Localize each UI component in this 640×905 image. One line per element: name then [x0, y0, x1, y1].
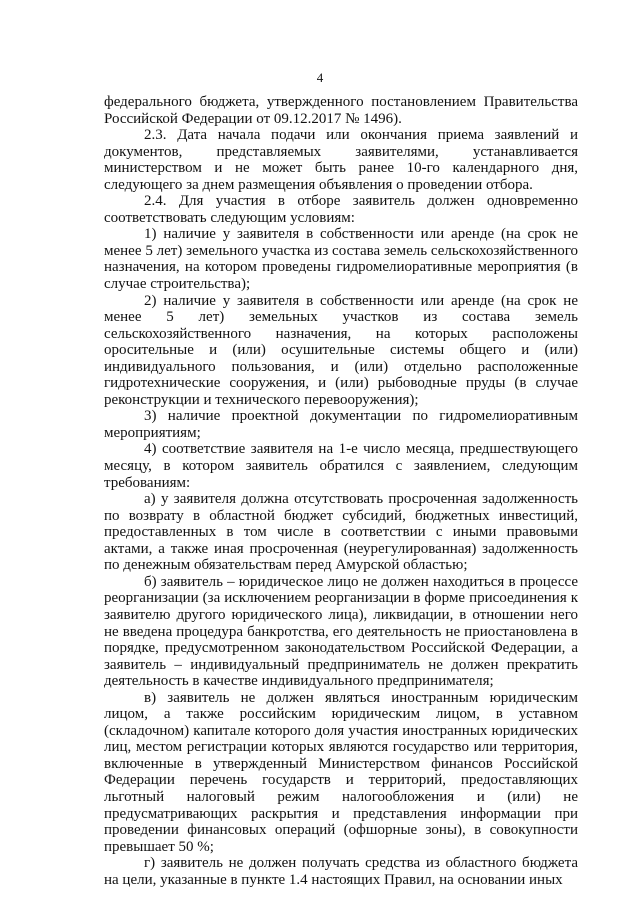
condition-1: 1) наличие у заявителя в собственности или аренде (на срок не менее 5 лет) земельного участка из состава земель сельскохозяйственного назначения, на котором проведены гидромелиоративные мероприятия (в случае строительства);	[104, 226, 578, 293]
condition-2: 2) наличие у заявителя в собственности или аренде (на срок не менее 5 лет) земельных участков из состава земель сельскохозяйственного назначения, на которых расположены оросительные и (или) осушительные системы общего и (или) индивидуального пользования, и (или) отдельно расположенные гидротехнические сооружения, и (или) рыбоводные пруды (в случае реконструкции и технического перевооружения);	[104, 292, 578, 408]
requirement-a: а) у заявителя должна отсутствовать просроченная задолженность по возврату в областной бюджет субсидий, бюджетных инвестиций, предоставленных в том числе в соответствии с иными правовыми актами, а также иная просроченная (неурегулированная) задолженность по денежным обязательствам перед Амурской областью;	[104, 491, 578, 574]
requirement-g: г) заявитель не должен получать средства из областного бюджета на цели, указанные в пункте 1.4 настоящих Правил, на основании иных	[104, 855, 578, 888]
paragraph-2-4: 2.4. Для участия в отборе заявитель должен одновременно соответствовать следующим условиям:	[104, 193, 578, 226]
requirement-v: в) заявитель не должен являться иностранным юридическим лицом, а также российским юридическим лицом, в уставном (складочном) капитале которого доля участия иностранных юридических лиц, местом регистрации которых являются государство или территория, включенные в утвержденный Министерством финансов Российской Федерации перечень государств и территорий, предоставляющих льготный налоговый режим налогообложения и (или) не предусматривающих раскрытия и представления информации при проведении финансовых операций (офшорные зоны), в совокупности превышает 50 %;	[104, 689, 578, 855]
paragraph-2-3: 2.3. Дата начала подачи или окончания приема заявлений и документов, представляемых заявителями, устанавливается министерством и не может быть ранее 10-го календарного дня, следующего за днем размещения объявления о проведении отбора.	[104, 127, 578, 193]
requirement-b: б) заявитель – юридическое лицо не должен находиться в процессе реорганизации (за исключением реорганизации в форме присоединения к заявителю другого юридического лица), ликвидации, в отношении него не введена процедура банкротства, его деятельность не приостановлена в порядке, предусмотренном законодательством Российской Федерации, а заявитель – индивидуальный предприниматель не должен прекратить деятельность в качестве индивидуального предпринимателя;	[104, 573, 578, 690]
condition-4: 4) соответствие заявителя на 1-е число месяца, предшествующего месяцу, в котором заявитель обратился с заявлением, следующим требованиям:	[104, 441, 578, 491]
paragraph-federal-budget-continuation: федерального бюджета, утвержденного постановлением Правительства Российской Федерации от 09.12.2017 № 1496).	[104, 94, 578, 127]
condition-3: 3) наличие проектной документации по гидромелиоративным мероприятиям;	[104, 408, 578, 441]
document-body	[104, 94, 578, 888]
page-number: 4	[316, 70, 324, 85]
